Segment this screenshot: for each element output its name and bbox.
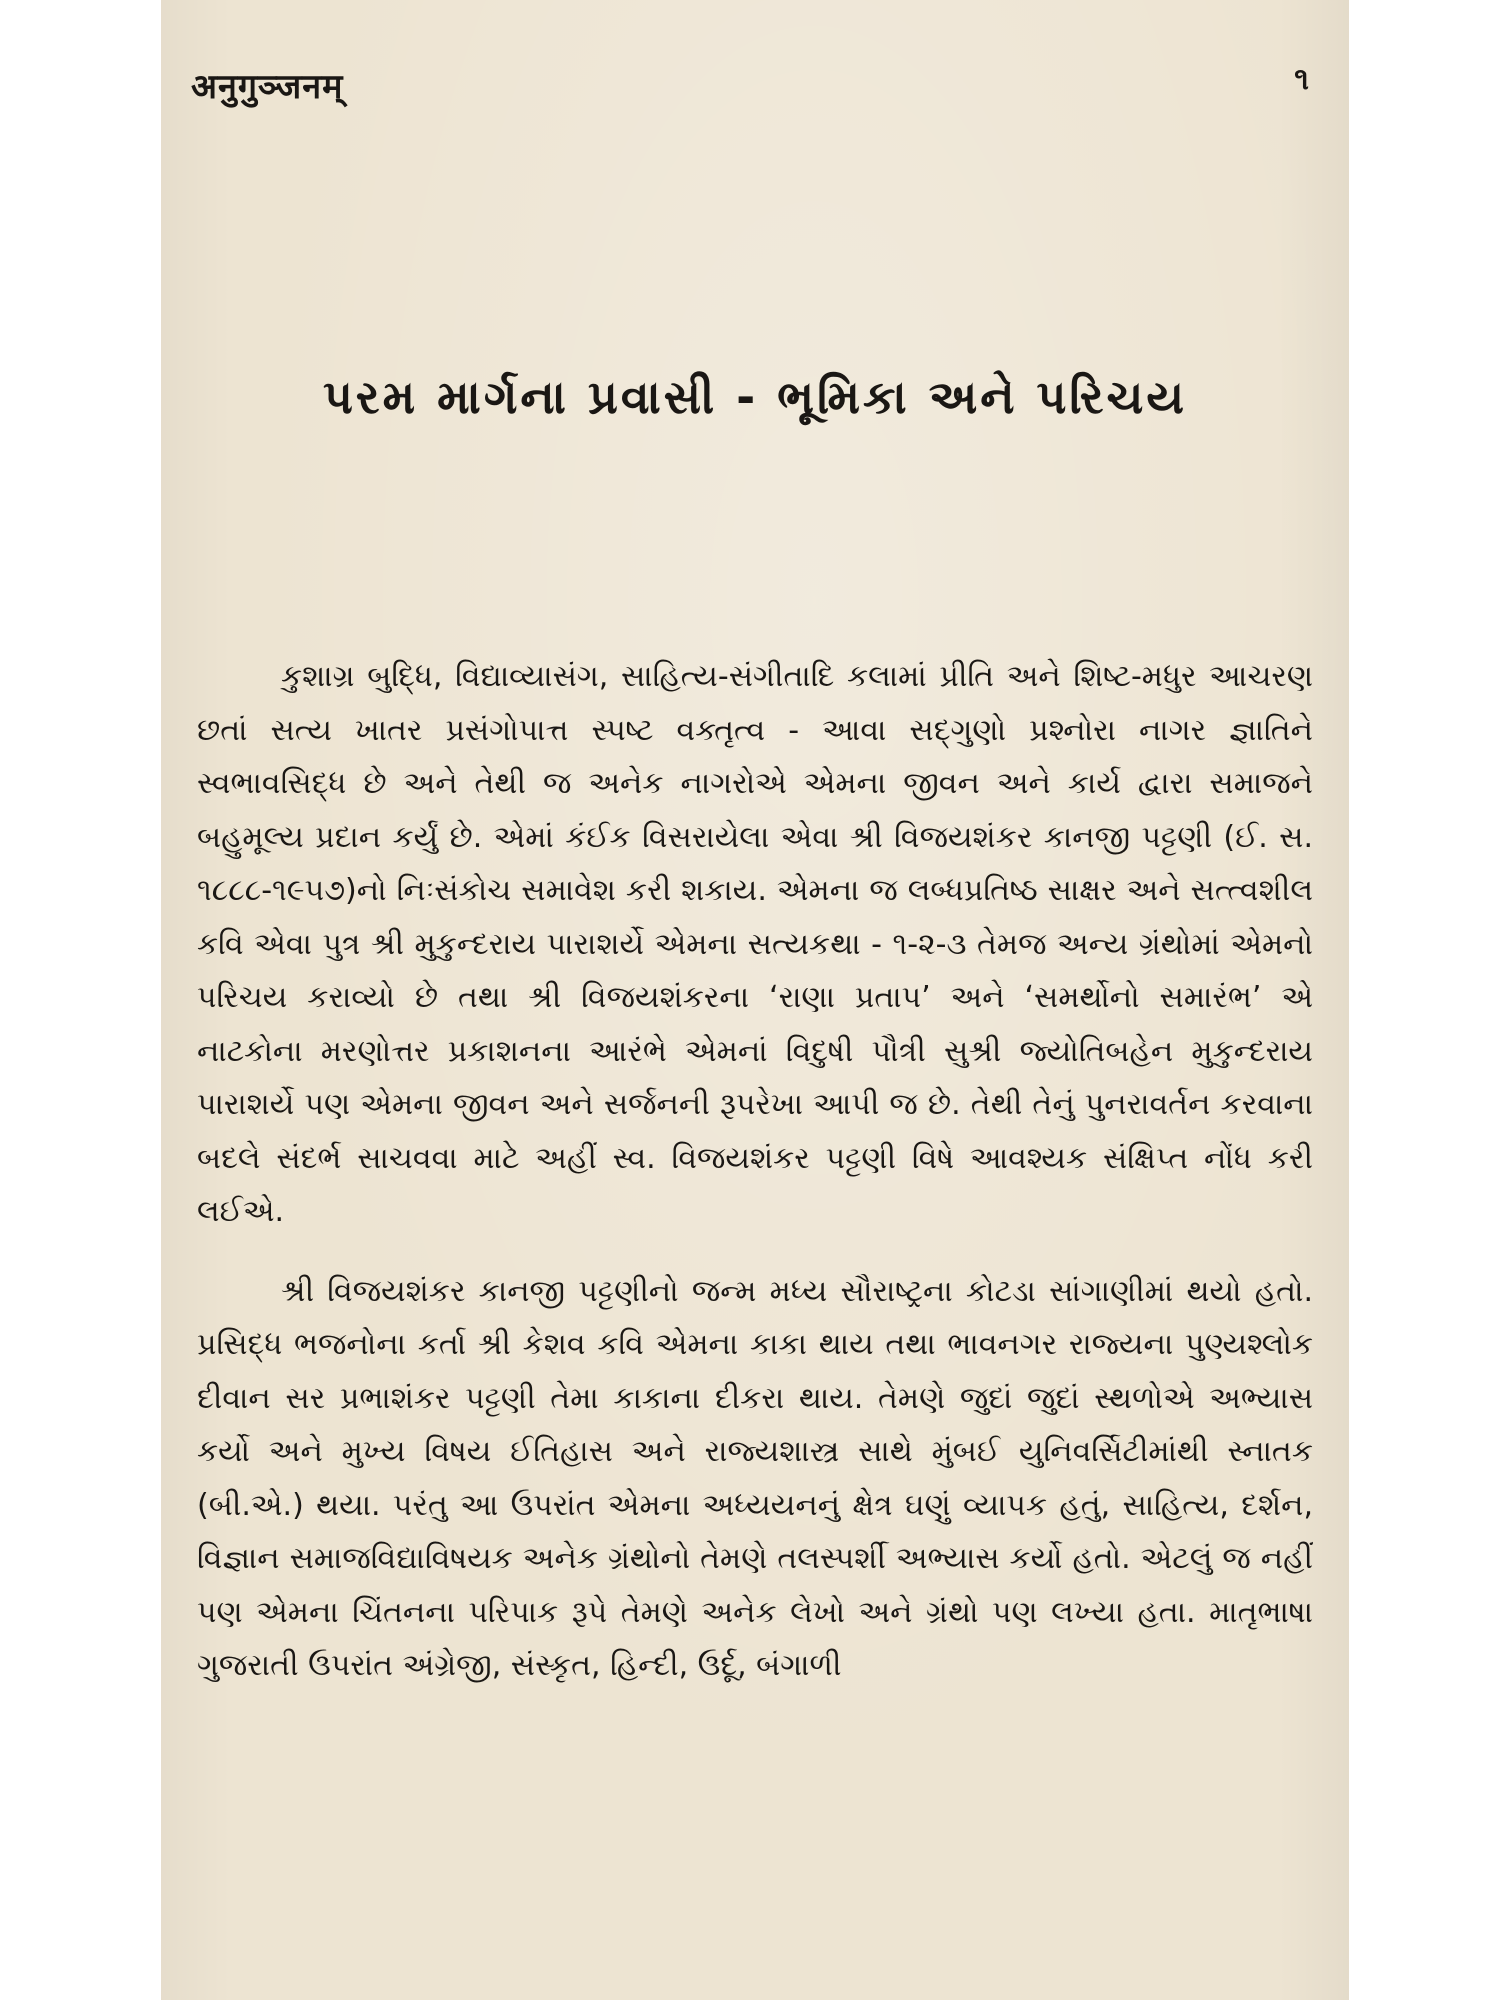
running-title: अनुगुञ्जनम् (191, 67, 344, 107)
paragraph (197, 650, 1313, 1239)
page-number: ૧ (1294, 62, 1309, 97)
paragraph (197, 1265, 1313, 1693)
chapter-title: પરમ માર્ગના પ્રવાસી - ભૂમિકા અને પરિચય (322, 370, 1188, 424)
paragraph-text: કુશાગ્ર બુદ્ધિ, વિદ્યાવ્યાસંગ, સાહિત્ય-સંગીતાદિ કલામાં પ્રીતિ અને શિષ્ટ-મધુર આચરણ છતાં સત્ય ખાતર પ્રસંગોપાત્ત સ્પષ્ટ વક્તૃત્વ - આવા સદ્‌ગુણો પ્રશ્નોરા નાગર જ્ઞાતિને સ્વભાવસિદ્ધ છે અને તેથી જ અનેક નાગરોએ એમના જીવન અને કાર્ય દ્વારા સમાજને બહુમૂલ્ય પ્રદાન કર્યું છે. એમાં કંઈક વિસરાયેલા એવા શ્રી વિજયશંકર કાનજી પટ્ટણી (ઈ. સ. ૧૮૮૮-૧૯૫૭)નો નિઃસંકોચ સમાવેશ કરી શકાય. એમના જ લબ્ધપ્રતિષ્ઠ સાક્ષર અને સત્ત્વશીલ કવિ એવા પુત્ર શ્રી મુકુન્દરાય પારાશર્યે એમના સત્યકથા - ૧-૨-૩ તેમજ અન્ય ગ્રંથોમાં એમનો પરિચય કરાવ્યો છે તથા શ્રી વિજયશંકરના ‘રાણા પ્રતાપ’ અને ‘સમર્થોનો સમારંભ’ એ નાટકોના મરણોત્તર પ્રકાશનના આરંભે એમનાં વિદુષી પૌત્રી સુશ્રી જ્યોતિબહેન મુકુન્દરાય પારાશર્યે પણ એમના જીવન અને સર્જનની રૂપરેખા આપી જ છે. તેથી તેનું પુનરાવર્તન કરવાના બદલે સંદર્ભ સાચવવા માટે અહીં સ્વ. વિજયશંકર પટ્ટણી વિષે આવશ્યક સંક્ષિપ્ત નોંધ કરી લઈએ. (197, 659, 1313, 1229)
body-text (197, 650, 1313, 1693)
paragraph-text: શ્રી વિજયશંકર કાનજી પટ્ટણીનો જન્મ મધ્ય સૌરાષ્ટ્રના કોટડા સાંગાણીમાં થયો હતો. પ્રસિદ્ધ ભજનોના કર્તા શ્રી કેશવ કવિ એમના કાકા થાય તથા ભાવનગર રાજ્યના પુણ્યશ્લોક દીવાન સર પ્રભાશંકર પટ્ટણી તેમા કાકાના દીકરા થાય. તેમણે જુદાં જુદાં સ્થળોએ અભ્યાસ કર્યો અને મુખ્ય વિષય ઈતિહાસ અને રાજ્યશાસ્ત્ર સાથે મુંબઈ યુનિવર્સિટીમાંથી સ્નાતક (બી.એ.) થયા. પરંતુ આ ઉપરાંત એમના અધ્યયનનું ક્ષેત્ર ઘણું વ્યાપક હતું, સાહિત્ય, દર્શન, વિજ્ઞાન સમાજવિદ્યાવિષયક અનેક ગ્રંથોનો તેમણે તલસ્પર્શી અભ્યાસ કર્યો હતો. એટલું જ નહીં પણ એમના ચિંતનના પરિપાક રૂપે તેમણે અનેક લેખો અને ગ્રંથો પણ લખ્યા હતા. માતૃભાષા ગુજરાતી ઉપરાંત અંગ્રેજી, સંસ્કૃત, હિન્દી, ઉર્દૂ, બંગાળી (197, 1273, 1313, 1683)
book-page (161, 0, 1349, 2000)
